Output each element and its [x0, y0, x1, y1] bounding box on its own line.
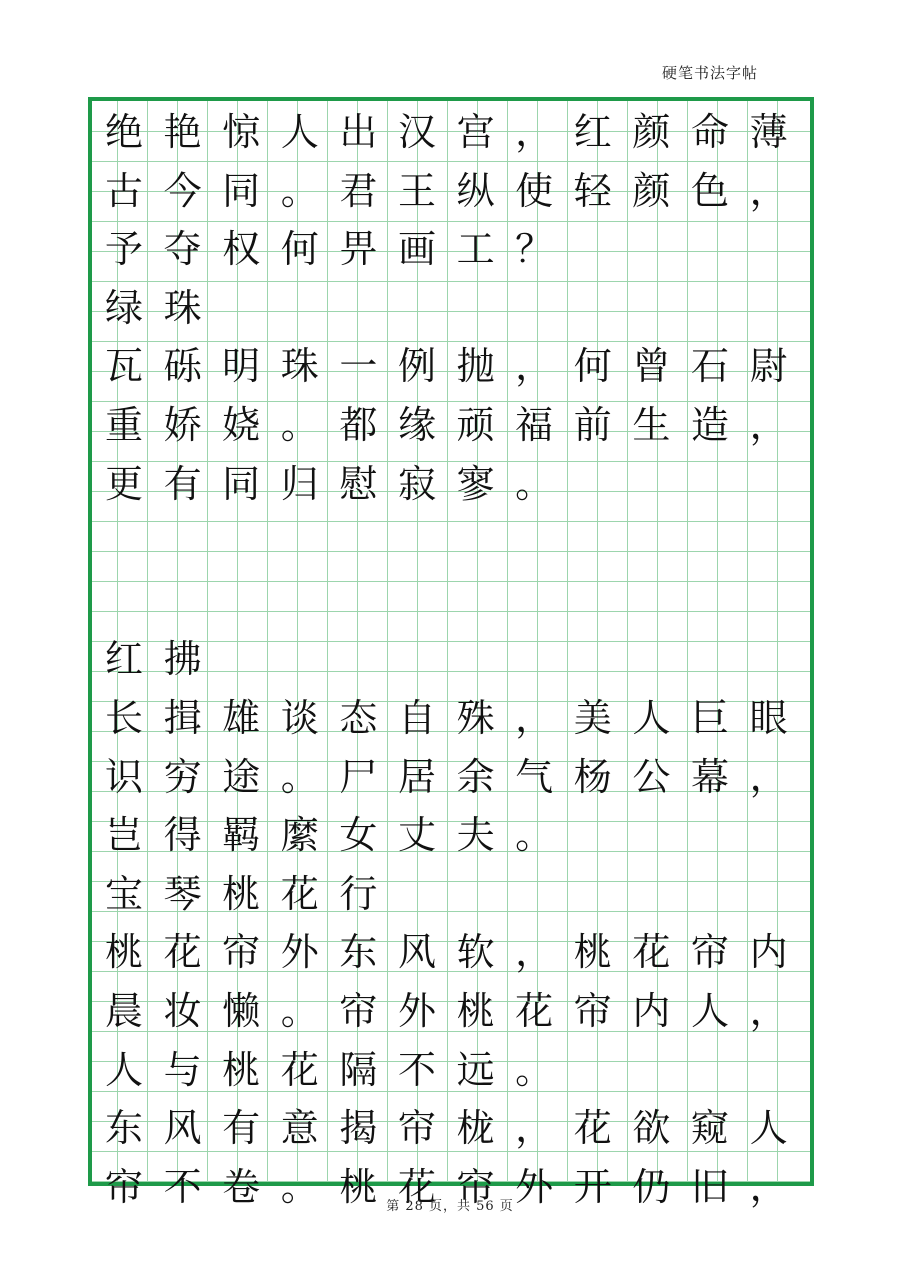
practice-character: 开 [573, 1164, 612, 1209]
practice-character: 余 [456, 754, 495, 799]
text-row [94, 455, 812, 513]
practice-character: 都 [339, 403, 378, 447]
practice-character: 畀 [339, 227, 378, 272]
practice-character: 花 [280, 1047, 319, 1092]
practice-character: 砾 [163, 344, 202, 389]
practice-character: 命 [690, 110, 729, 154]
practice-character: 君 [339, 168, 378, 213]
practice-character: 花 [280, 871, 319, 916]
practice-character: 珠 [163, 285, 202, 330]
practice-character: 造 [690, 403, 729, 447]
practice-character: 行 [339, 871, 378, 916]
practice-character: 穷 [163, 754, 202, 799]
practice-character: 居 [397, 754, 436, 799]
practice-character: 卷 [222, 1164, 261, 1209]
practice-character: 软 [456, 930, 495, 975]
practice-character: 。 [515, 461, 554, 506]
practice-character: 。 [515, 813, 554, 858]
practice-character: 琴 [163, 871, 202, 916]
practice-character: 更 [104, 461, 143, 506]
practice-character: 缘 [397, 403, 436, 447]
practice-character: ， [749, 754, 788, 799]
text-row [94, 396, 812, 454]
practice-character: 前 [573, 403, 612, 447]
text-row [94, 337, 812, 395]
practice-character: 花 [632, 930, 671, 975]
practice-character: 杨 [573, 754, 612, 799]
practice-character: 人 [280, 110, 319, 154]
text-row [94, 982, 812, 1040]
practice-character: ， [749, 403, 788, 447]
practice-character: 窥 [690, 1106, 729, 1151]
practice-character: 予 [104, 227, 143, 272]
practice-character: 得 [163, 813, 202, 858]
practice-character: 内 [749, 930, 788, 975]
practice-character: 。 [280, 168, 319, 213]
practice-character: 懒 [222, 989, 261, 1033]
practice-character: 途 [222, 754, 261, 799]
text-row [94, 923, 812, 981]
practice-character: 人 [632, 696, 671, 740]
practice-character: 欲 [632, 1106, 671, 1151]
practice-character: 尉 [749, 344, 788, 389]
practice-character: 自 [397, 696, 436, 740]
practice-character: 妆 [163, 989, 202, 1033]
practice-character: 花 [163, 930, 202, 975]
text-row [94, 513, 812, 571]
practice-character: ， [515, 930, 554, 975]
practice-character: 曾 [632, 344, 671, 389]
text-row [94, 1099, 812, 1157]
practice-character: 顽 [456, 403, 495, 447]
practice-character: 寂 [397, 461, 436, 506]
practice-character: 外 [397, 989, 436, 1033]
practice-character: 帘 [456, 1164, 495, 1209]
practice-character: 旧 [690, 1164, 729, 1209]
practice-character: 工 [456, 227, 495, 272]
practice-character: 宝 [104, 871, 143, 916]
page-number: 第 28 页，共 56 页 [386, 1199, 514, 1214]
text-row [94, 630, 812, 688]
practice-character: 羁 [222, 813, 261, 858]
practice-character: 绿 [104, 285, 143, 330]
practice-character: 轻 [573, 168, 612, 213]
practice-character: 惊 [222, 110, 261, 154]
practice-character: 同 [222, 461, 261, 506]
practice-character: 权 [222, 227, 261, 272]
practice-character: 娆 [222, 403, 261, 447]
practice-character: 桃 [222, 871, 261, 916]
practice-character: 出 [339, 110, 378, 154]
text-row [94, 103, 812, 161]
text-row [94, 689, 812, 747]
practice-character: 縻 [280, 813, 319, 858]
practice-character: 色 [690, 168, 729, 213]
practice-character: 晨 [104, 989, 143, 1033]
practice-character: 识 [104, 754, 143, 799]
practice-character: 红 [573, 110, 612, 154]
practice-character: 栊 [456, 1106, 495, 1151]
practice-character: 帘 [339, 989, 378, 1033]
practice-character: 东 [339, 930, 378, 975]
header-title: 硬笔书法字帖 [661, 64, 758, 82]
practice-character: 何 [280, 227, 319, 272]
practice-character: 。 [280, 754, 319, 799]
practice-character: 有 [222, 1106, 261, 1151]
practice-character: 颜 [632, 168, 671, 213]
practice-character: 宫 [456, 110, 495, 154]
practice-character: ， [515, 1106, 554, 1151]
practice-character: 岂 [104, 813, 143, 858]
practice-character: 桃 [573, 930, 612, 975]
text-row [94, 806, 812, 864]
practice-character: 颜 [632, 110, 671, 154]
practice-character: 幕 [690, 754, 729, 799]
practice-character: 瓦 [104, 344, 143, 389]
practice-character: 长 [104, 696, 143, 740]
practice-character: 艳 [163, 110, 202, 154]
text-row [94, 748, 812, 806]
practice-character: 女 [339, 813, 378, 858]
practice-character: 态 [339, 696, 378, 740]
practice-character: 桃 [222, 1047, 261, 1092]
practice-character: 揖 [163, 696, 202, 740]
practice-character: 帘 [573, 989, 612, 1033]
practice-character: 桃 [104, 930, 143, 975]
practice-character: 远 [456, 1047, 495, 1092]
practice-character: 福 [515, 403, 554, 447]
practice-character: 珠 [280, 344, 319, 389]
practice-character: 人 [690, 989, 729, 1033]
practice-character: 桃 [339, 1164, 378, 1209]
practice-character: 一 [339, 344, 378, 389]
practice-character: 桃 [456, 989, 495, 1033]
practice-character: 慰 [339, 461, 378, 506]
practice-character: 尸 [339, 754, 378, 799]
practice-character: 画 [397, 227, 436, 272]
text-row [94, 1041, 812, 1099]
practice-character: 今 [163, 168, 202, 213]
practice-character: 汉 [397, 110, 436, 154]
practice-character: 东 [104, 1106, 143, 1151]
practice-character: 有 [163, 461, 202, 506]
text-row [94, 279, 812, 337]
practice-character: 仍 [632, 1164, 671, 1209]
practice-character: 花 [397, 1164, 436, 1209]
practice-character: 意 [280, 1106, 319, 1151]
practice-character: 气 [515, 754, 554, 799]
practice-character: 归 [280, 461, 319, 506]
text-row [94, 865, 812, 923]
practice-character: 重 [104, 403, 143, 447]
practice-character: 石 [690, 344, 729, 389]
practice-character: 不 [397, 1047, 436, 1092]
practice-character: 谈 [280, 696, 319, 740]
practice-character: 寥 [456, 461, 495, 506]
practice-character: 巨 [690, 696, 729, 740]
practice-character: 帘 [222, 930, 261, 975]
practice-character: 帘 [397, 1106, 436, 1151]
text-row [94, 572, 812, 630]
practice-character: 帘 [690, 930, 729, 975]
practice-character: 绝 [104, 110, 143, 154]
practice-character: 美 [573, 696, 612, 740]
practice-character: ， [515, 696, 554, 740]
practice-character: 红 [104, 637, 143, 682]
practice-character: 。 [280, 1164, 319, 1209]
practice-character: ， [749, 168, 788, 213]
practice-character: ， [515, 110, 554, 154]
practice-character: 夺 [163, 227, 202, 272]
practice-character: 内 [632, 989, 671, 1033]
practice-character: 隔 [339, 1047, 378, 1092]
practice-character: 揭 [339, 1106, 378, 1151]
practice-character: 人 [749, 1106, 788, 1151]
text-row [94, 162, 812, 220]
practice-character: 夫 [456, 813, 495, 858]
practice-character: 不 [163, 1164, 202, 1209]
practice-character: 王 [397, 168, 436, 213]
text-row [94, 220, 812, 278]
practice-character: 风 [397, 930, 436, 975]
practice-character: 殊 [456, 696, 495, 740]
practice-character: ， [749, 1164, 788, 1209]
practice-character: 拂 [163, 637, 202, 682]
practice-character: 薄 [749, 110, 788, 154]
practice-character: 例 [397, 344, 436, 389]
practice-character: 同 [222, 168, 261, 213]
practice-character: 人 [104, 1047, 143, 1092]
practice-character: 。 [280, 403, 319, 447]
practice-character: 何 [573, 344, 612, 389]
practice-character: ， [749, 989, 788, 1033]
practice-character: 丈 [397, 813, 436, 858]
practice-character: 纵 [456, 168, 495, 213]
practice-character: 花 [573, 1106, 612, 1151]
practice-character: 古 [104, 168, 143, 213]
practice-character: 风 [163, 1106, 202, 1151]
practice-character: 。 [280, 989, 319, 1033]
practice-character: 眼 [749, 696, 788, 740]
practice-character: 帘 [104, 1164, 143, 1209]
practice-character: 雄 [222, 696, 261, 740]
practice-character: 外 [280, 930, 319, 975]
practice-character: 公 [632, 754, 671, 799]
practice-character: 。 [515, 1047, 554, 1092]
practice-character: 外 [515, 1164, 554, 1209]
practice-character: 明 [222, 344, 261, 389]
practice-character: 生 [632, 403, 671, 447]
practice-character: 抛 [456, 344, 495, 389]
practice-character: ？ [515, 227, 554, 272]
practice-character: 娇 [163, 403, 202, 447]
practice-character: 与 [163, 1047, 202, 1092]
practice-character: 花 [515, 989, 554, 1033]
practice-character: ， [515, 344, 554, 389]
practice-character: 使 [515, 168, 554, 213]
